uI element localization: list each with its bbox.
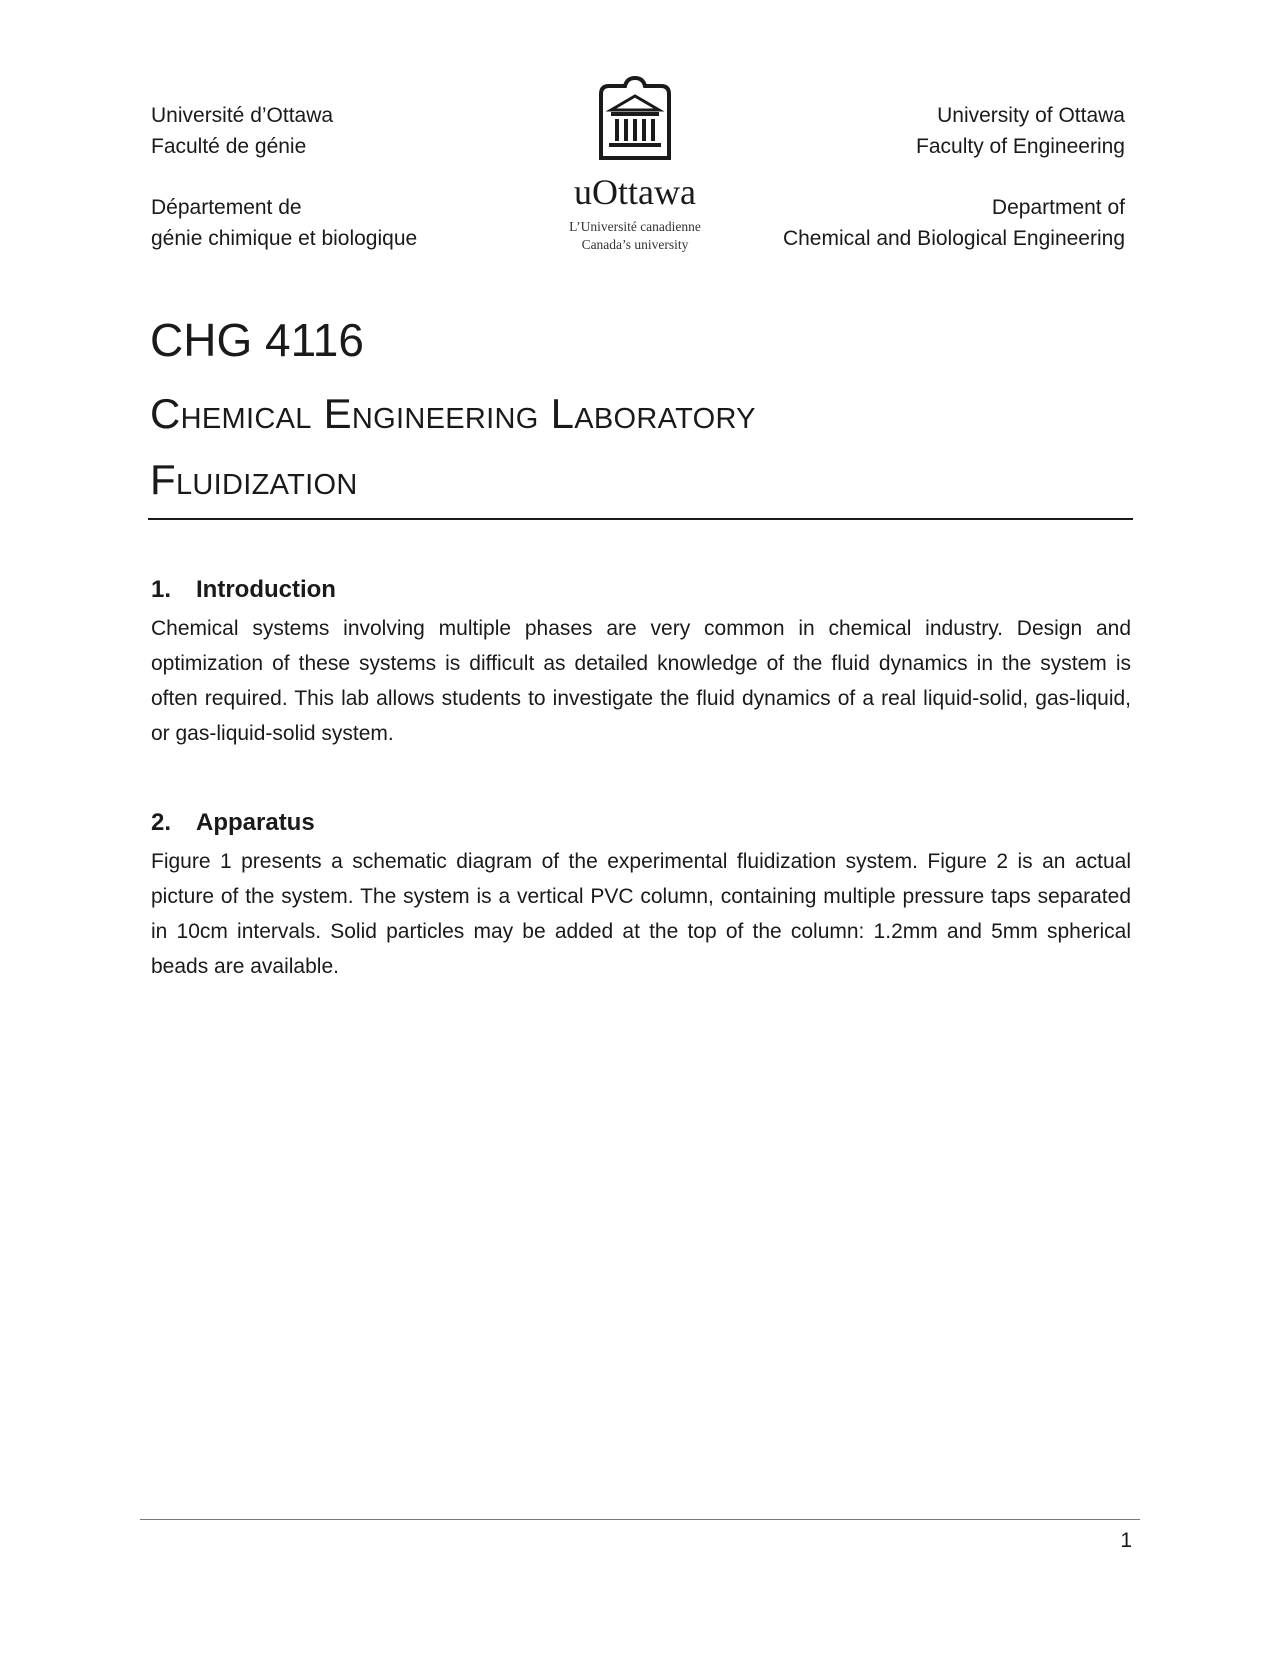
university-building-icon: [595, 76, 675, 160]
course-name: Chemical Engineering Laboratory: [150, 390, 756, 437]
section-heading-introduction: [151, 575, 336, 605]
department-line2-en: Chemical and Biological Engineering: [782, 227, 1125, 250]
section-number: 1.: [151, 576, 172, 603]
uottawa-logo: [545, 76, 725, 276]
section-heading-apparatus: [151, 808, 315, 838]
faculty-name-en: Faculty of Engineering: [916, 135, 1125, 158]
logo-wordmark: uOttawa: [574, 172, 696, 212]
faculty-name-fr: Faculté de génie: [151, 135, 307, 158]
page-number: 1: [1120, 1529, 1132, 1552]
university-name-en: University of Ottawa: [937, 104, 1125, 127]
logo-tagline-en: Canada’s university: [581, 237, 689, 252]
section-body-introduction: Chemical systems involving multiple phases are very common in chemical industry. Design and optimization of these systems is difficult as detailed knowledge of the fluid dynamics in the system is often required. This lab allows students to investigate the fluid dynamics of a real liquid-solid, gas-liquid, or gas-liquid-solid system.: [151, 617, 1131, 745]
header-french: [151, 100, 511, 254]
department-line1-fr: Département de: [151, 196, 302, 219]
department-line1-en: Department of: [991, 196, 1125, 219]
section-body-apparatus: Figure 1 presents a schematic diagram of the experimental fluidization system. Figure 2 is an actual picture of the system. The system is a vertical PVC column, containing multiple pressure taps separated in 10cm intervals. Solid particles may be added at the top of the column: 1.2mm and 5mm spherical beads are available.: [151, 850, 1131, 978]
header-english: [705, 100, 1125, 254]
section-title: Introduction: [196, 576, 336, 603]
course-code: CHG 4116: [150, 314, 364, 366]
department-line2-fr: génie chimique et biologique: [151, 227, 418, 250]
footer-divider: [140, 1519, 1140, 1520]
experiment-title: Fluidization: [150, 456, 358, 503]
logo-tagline-fr: L’Université canadienne: [569, 219, 701, 234]
section-title: Apparatus: [196, 809, 315, 836]
section-number: 2.: [151, 809, 172, 836]
title-divider: [148, 518, 1133, 520]
university-name-fr: Université d’Ottawa: [151, 104, 334, 127]
